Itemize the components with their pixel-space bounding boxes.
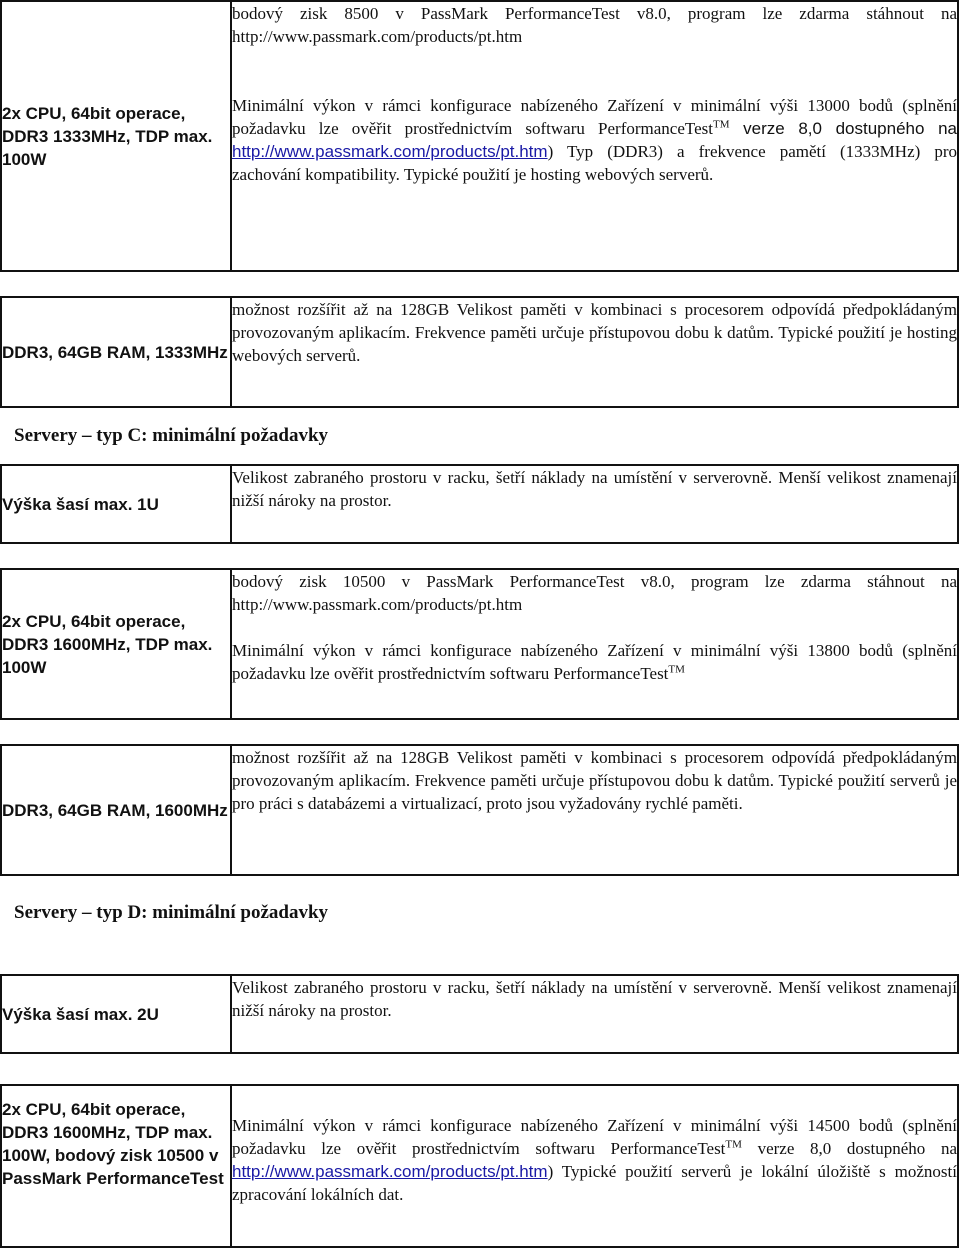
spec-description <box>231 465 958 543</box>
spec-label-text: 2x CPU, 64bit operace, DDR3 1600MHz, TDP max. 100W <box>2 611 213 677</box>
description-text: možnost rozšířit až na 128GB Velikost paměti v kombinaci s procesorem odpovídá předpokládaným provozovaným aplikacím. Frekvence paměti určuje přístupovou dobu k datům. Typické použití je hosting webových serverů. <box>232 300 957 365</box>
spec-label-text: 2x CPU, 64bit operace, DDR3 1600MHz, TDP max. 100W, bodový zisk 10500 v PassMark PerformanceTest <box>2 1100 224 1188</box>
spec-table-ram-1600 <box>0 744 959 876</box>
perf-text-a: Minimální výkon v rámci konfigurace nabízeného Zařízení v minimální výši 14500 bodů (splnění požadavku lze ověřit prostřednictvím softwaru PerformanceTest <box>232 1116 957 1158</box>
perf-text-a: Minimální výkon v rámci konfigurace nabízeného Zařízení v minimální výši 13800 bodů (splnění požadavku lze ověřit prostřednictvím softwaru PerformanceTest <box>232 641 957 683</box>
spec-description <box>231 297 958 407</box>
perf-text-b: verze 8,0 dostupného na <box>729 119 958 138</box>
spec-description <box>231 569 958 719</box>
trademark-sup: TM <box>712 118 730 131</box>
spec-description <box>231 1 958 271</box>
spec-table-cpu-type-d <box>0 1084 959 1248</box>
performance-paragraph <box>232 1114 957 1206</box>
spec-table-cpu-1333 <box>0 0 959 272</box>
score-paragraph: bodový zisk 10500 v PassMark PerformanceTest v8.0, program lze zdarma stáhnout na http://www.passmark.com/products/pt.htm <box>232 572 957 614</box>
spec-label-text: 2x CPU, 64bit operace, DDR3 1333MHz, TDP max. 100W <box>2 103 213 169</box>
table-row <box>1 1 958 271</box>
spec-label <box>1 975 231 1053</box>
spec-label <box>1 1 231 271</box>
perf-text-c: ) Typické použití serverů je lokální úložiště s možností zpracování lokálních dat. <box>232 1162 957 1204</box>
spec-table-height-2u <box>0 974 959 1054</box>
spec-label-text: Výška šasí max. 1U <box>2 494 159 514</box>
spec-label <box>1 465 231 543</box>
perf-text-a: Minimální výkon v rámci konfigurace nabízeného Zařízení v minimální výši 13000 bodů (splnění požadavku lze ověřit prostřednictvím softwaru PerformanceTest <box>232 96 957 138</box>
passmark-link[interactable]: http://www.passmark.com/products/pt.htm <box>232 1162 548 1181</box>
trademark-sup: TM <box>668 663 685 676</box>
table-row <box>1 1085 958 1247</box>
spec-table-height-1u <box>0 464 959 544</box>
spec-label <box>1 297 231 407</box>
spec-label <box>1 1085 231 1247</box>
spec-label <box>1 745 231 875</box>
performance-paragraph <box>232 94 957 186</box>
perf-text-c: ) Typ (DDR3) a frekvence pamětí (1333MHz) pro zachování kompatibility. Typické použití je hosting webových serverů. <box>232 142 957 184</box>
passmark-link[interactable]: http://www.passmark.com/products/pt.htm <box>232 142 548 161</box>
spec-description <box>231 1085 958 1247</box>
spec-label-text: DDR3, 64GB RAM, 1600MHz <box>2 800 228 820</box>
description-text: Velikost zabraného prostoru v racku, šetří náklady na umístění v serverovně. Menší velikost znamenají nižší nároky na prostor. <box>232 978 957 1020</box>
spec-label <box>1 569 231 719</box>
spec-description <box>231 975 958 1053</box>
perf-text-b: verze 8,0 dostupného na <box>741 1139 958 1158</box>
description-text: možnost rozšířit až na 128GB Velikost paměti v kombinaci s procesorem odpovídá předpokládaným provozovaným aplikacím. Frekvence paměti určuje přístupovou dobu k datům. Typické použití serverů je pro práci s databázemi a virtualizací, proto jsou vyžadovány rychlé paměti. <box>232 748 957 813</box>
table-row <box>1 975 958 1053</box>
table-row <box>1 297 958 407</box>
spec-label-text: Výška šasí max. 2U <box>2 1004 159 1024</box>
spec-table-cpu-1600 <box>0 568 959 720</box>
spec-table-ram-1333 <box>0 296 959 408</box>
spec-description <box>231 745 958 875</box>
trademark-sup: TM <box>725 1138 742 1151</box>
section-heading-type-d: Servery – typ D: minimální požadavky <box>14 902 329 923</box>
performance-paragraph <box>232 639 957 685</box>
score-paragraph: bodový zisk 8500 v PassMark PerformanceTest v8.0, program lze zdarma stáhnout na http://www.passmark.com/products/pt.htm <box>232 4 957 46</box>
table-row <box>1 569 958 719</box>
section-heading-type-c: Servery – typ C: minimální požadavky <box>14 425 329 446</box>
description-text: Velikost zabraného prostoru v racku, šetří náklady na umístění v serverovně. Menší velikost znamenají nižší nároky na prostor. <box>232 468 957 510</box>
spec-label-text: DDR3, 64GB RAM, 1333MHz <box>2 342 228 362</box>
table-row <box>1 745 958 875</box>
table-row <box>1 465 958 543</box>
